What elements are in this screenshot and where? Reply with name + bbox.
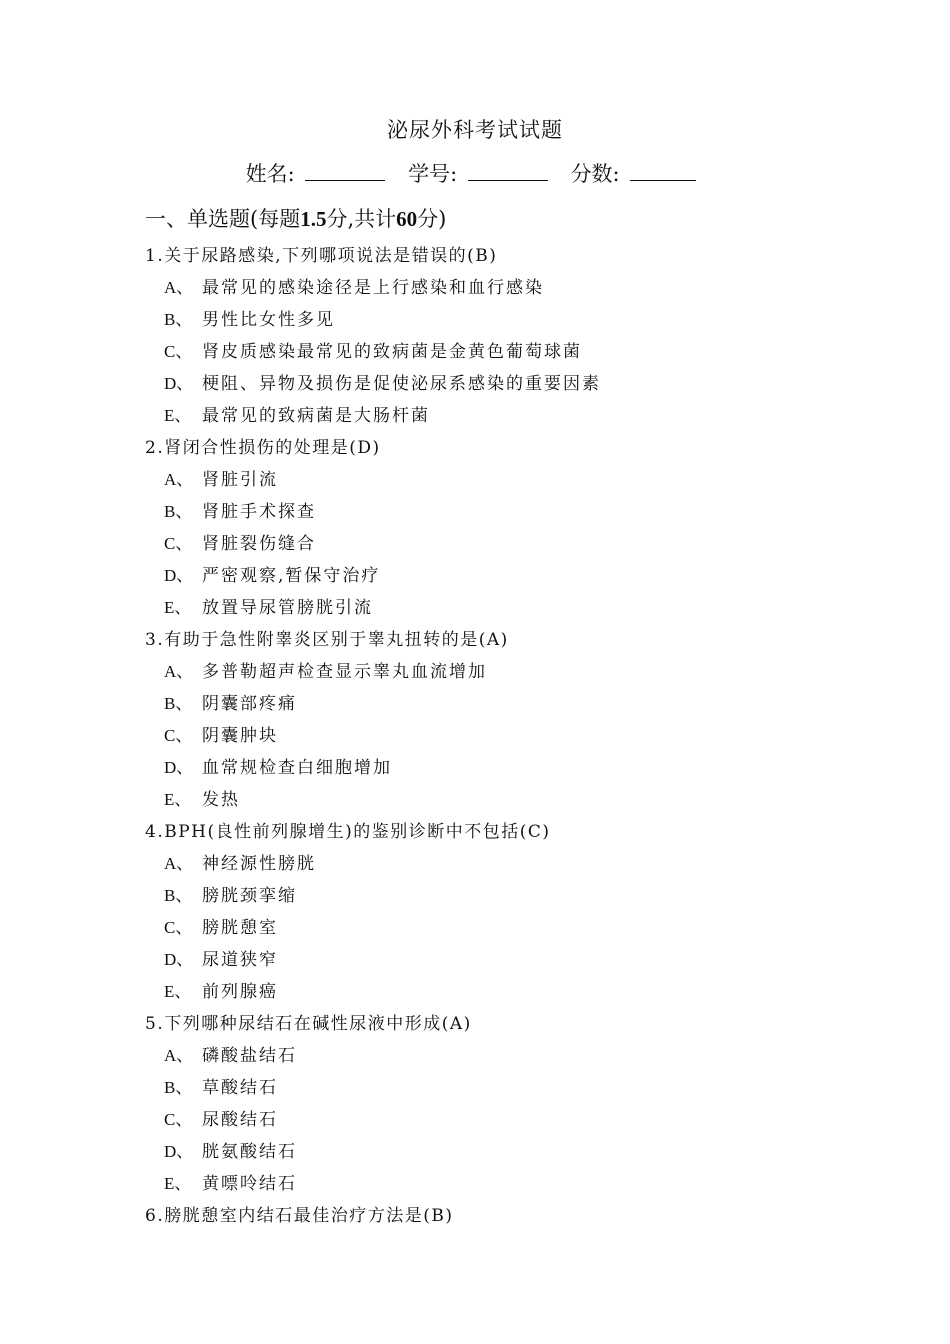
option-letter: B、 xyxy=(164,502,193,521)
option-letter: A、 xyxy=(164,470,194,489)
answer-option xyxy=(145,592,825,624)
option-text: 最常见的感染途径是上行感染和血行感染 xyxy=(202,278,544,298)
score-label: 分数: xyxy=(570,162,620,186)
answer-option xyxy=(145,976,825,1008)
option-text: 尿酸结石 xyxy=(202,1110,278,1130)
answer-option xyxy=(145,528,825,560)
answer-option xyxy=(145,912,825,944)
option-letter: D、 xyxy=(164,374,194,393)
option-letter: E、 xyxy=(164,406,192,425)
answer-option xyxy=(145,560,825,592)
question-item xyxy=(145,1008,825,1200)
question-item xyxy=(145,816,825,1008)
section-heading-middle: 分,共计 xyxy=(326,207,397,231)
option-text: 严密观察,暂保守治疗 xyxy=(202,566,381,586)
answer-option xyxy=(145,304,825,336)
option-letter: A、 xyxy=(164,278,194,297)
option-letter: E、 xyxy=(164,1174,192,1193)
option-text: 肾脏裂伤缝合 xyxy=(202,534,316,554)
question-list xyxy=(145,240,825,1232)
page-title: 泌尿外科考试试题 xyxy=(387,118,563,142)
answer-option xyxy=(145,688,825,720)
option-text: 胱氨酸结石 xyxy=(202,1142,297,1162)
question-item xyxy=(145,624,825,816)
option-letter: C、 xyxy=(164,918,193,937)
option-letter: B、 xyxy=(164,1078,193,1097)
option-text: 黄嘌呤结石 xyxy=(202,1174,297,1194)
answer-option xyxy=(145,272,825,304)
answer-option xyxy=(145,880,825,912)
answer-option xyxy=(145,656,825,688)
option-text: 肾脏引流 xyxy=(202,470,278,490)
option-text: 血常规检查白细胞增加 xyxy=(202,758,392,778)
option-text: 尿道狭窄 xyxy=(202,950,278,970)
option-text: 放置导尿管膀胱引流 xyxy=(202,598,373,618)
section-points: 1.5 xyxy=(300,207,327,231)
score-blank xyxy=(630,162,696,181)
answer-option xyxy=(145,464,825,496)
score-field xyxy=(571,158,705,188)
option-text: 膀胱憩室 xyxy=(202,918,278,938)
option-text: 最常见的致病菌是大肠杆菌 xyxy=(202,406,430,426)
answer-option xyxy=(145,1040,825,1072)
answer-option xyxy=(145,400,825,432)
option-letter: D、 xyxy=(164,1142,194,1161)
section-heading-prefix: 一、单选题(每题 xyxy=(145,207,301,231)
option-text: 神经源性膀胱 xyxy=(202,854,316,874)
option-text: 梗阻、异物及损伤是促使泌尿系感染的重要因素 xyxy=(202,374,601,394)
question-text: 4.BPH(良性前列腺增生)的鉴别诊断中不包括(C) xyxy=(145,822,551,842)
option-text: 膀胱颈挛缩 xyxy=(202,886,297,906)
option-letter: E、 xyxy=(164,790,192,809)
question-item xyxy=(145,1200,825,1232)
option-letter: C、 xyxy=(164,534,193,553)
option-letter: D、 xyxy=(164,950,194,969)
option-text: 男性比女性多见 xyxy=(202,310,335,330)
question-text: 2.肾闭合性损伤的处理是(D) xyxy=(145,438,381,458)
answer-option xyxy=(145,784,825,816)
answer-option xyxy=(145,1168,825,1200)
student-id-label: 学号: xyxy=(408,162,458,186)
option-text: 前列腺癌 xyxy=(202,982,278,1002)
option-text: 阴囊部疼痛 xyxy=(202,694,297,714)
answer-option xyxy=(145,336,825,368)
option-text: 发热 xyxy=(202,790,240,810)
answer-option xyxy=(145,720,825,752)
answer-option xyxy=(145,1072,825,1104)
student-id-field xyxy=(408,158,556,188)
name-field xyxy=(246,158,394,188)
section-total: 60 xyxy=(396,207,418,231)
option-letter: D、 xyxy=(164,758,194,777)
question-text: 1.关于尿路感染,下列哪项说法是错误的(B) xyxy=(145,246,498,266)
option-letter: E、 xyxy=(164,598,192,617)
question-text: 3.有助于急性附睾炎区别于睾丸扭转的是(A) xyxy=(145,630,509,650)
name-label: 姓名: xyxy=(245,162,295,186)
option-letter: B、 xyxy=(164,886,193,905)
question-text: 5.下列哪种尿结石在碱性尿液中形成(A) xyxy=(145,1014,472,1034)
option-letter: A、 xyxy=(164,1046,194,1065)
answer-option xyxy=(145,368,825,400)
option-letter: C、 xyxy=(164,726,193,745)
option-letter: A、 xyxy=(164,854,194,873)
answer-option xyxy=(145,496,825,528)
option-text: 磷酸盐结石 xyxy=(202,1046,297,1066)
option-text: 阴囊肿块 xyxy=(202,726,278,746)
name-blank xyxy=(305,162,385,181)
answer-option xyxy=(145,752,825,784)
option-letter: C、 xyxy=(164,342,193,361)
answer-option xyxy=(145,848,825,880)
answer-option xyxy=(145,1104,825,1136)
option-letter: E、 xyxy=(164,982,192,1001)
student-id-blank xyxy=(468,162,548,181)
option-letter: B、 xyxy=(164,694,193,713)
option-letter: A、 xyxy=(164,662,194,681)
option-text: 肾脏手术探查 xyxy=(202,502,316,522)
option-letter: C、 xyxy=(164,1110,193,1129)
section-heading-suffix: 分) xyxy=(417,207,447,231)
question-item xyxy=(145,432,825,624)
question-text: 6.膀胱憩室内结石最佳治疗方法是(B) xyxy=(145,1206,454,1226)
option-letter: D、 xyxy=(164,566,194,585)
option-text: 肾皮质感染最常见的致病菌是金黄色葡萄球菌 xyxy=(202,342,582,362)
option-text: 多普勒超声检查显示睾丸血流增加 xyxy=(202,662,487,682)
option-letter: B、 xyxy=(164,310,193,329)
question-item xyxy=(145,240,825,432)
answer-option xyxy=(145,1136,825,1168)
option-text: 草酸结石 xyxy=(202,1078,278,1098)
answer-option xyxy=(145,944,825,976)
student-info-line xyxy=(0,158,950,188)
section-heading xyxy=(145,203,446,233)
